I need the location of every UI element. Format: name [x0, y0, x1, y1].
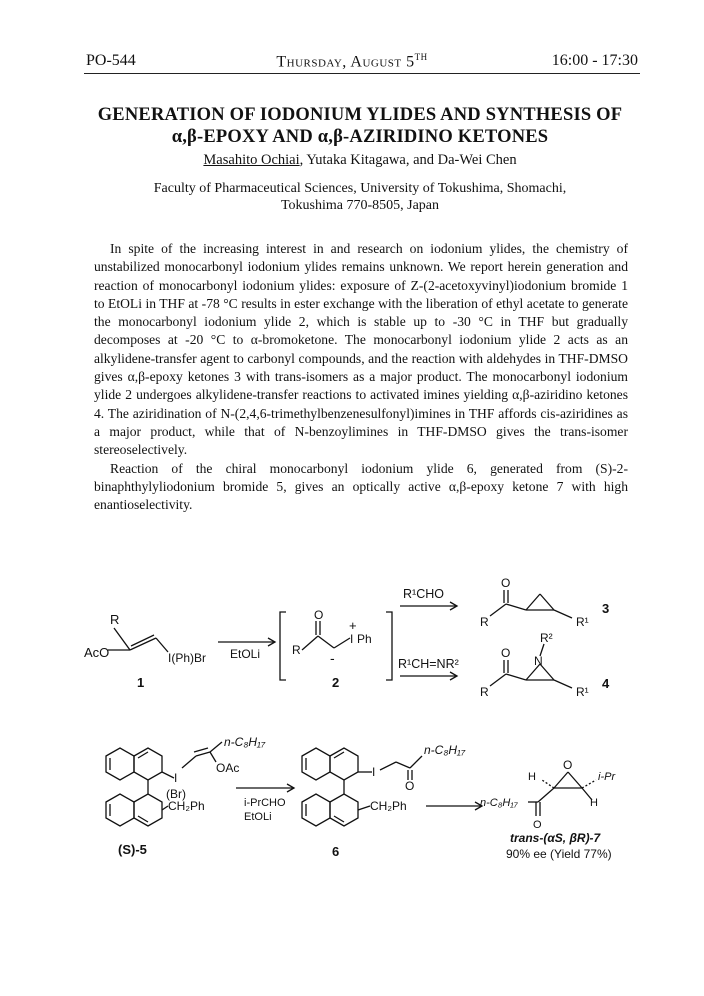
compound-5-number: (S)-5: [118, 842, 147, 857]
presenting-author: Masahito Ochiai: [203, 152, 300, 168]
arrow-to-epoxy-ketone: [426, 802, 482, 810]
affiliation: [110, 180, 610, 214]
paper-title: [80, 104, 640, 148]
abstract-paragraph-2: Reaction of the chiral monocarbonyl iodonium ylide 6, generated from (S)-2-binaphthylyliodonium bromide 5, gives an optically active α,β-epoxy ketone 7 with high enantioselectivity.: [94, 460, 628, 513]
compound-2-structure: [280, 608, 392, 690]
acetoxy-label: AcO: [84, 645, 110, 660]
compound-7-ee: 90% ee (Yield 77%): [506, 847, 612, 861]
ethoxide-reagent: EtOLi: [230, 647, 261, 661]
arrow-to-aziridine: [398, 657, 459, 680]
acetoxy-group: OAc: [216, 761, 240, 775]
affiliation-line-2: Tokushima 770-8505, Japan: [280, 198, 440, 213]
date-suffix: TH: [414, 52, 428, 62]
abstract-paragraph-1: In spite of the increasing interest in and research on iodonium ylides, the chemistry of unstabilized monocarbonyl iodonium ylides remains unknown. We report herein generation and reaction of monocarbonyl iodonium ylides: exposure of Z-(2-acetoxyvinyl)iodonium bromide 1 to EtOLi in THF at -78 °C results in ester exchange with the liberation of ethyl acetate to generate the monocarbonyl iodonium ylide 2, which is stable up to -30 °C in THF but gradually decomposes at -20 °C to α-bromoketone. The monocarbonyl iodonium ylide 2 acts as an alkylidene-transfer agent to carbonyl compounds, and the reaction with aldehydes in THF-DMSO gives α,β-epoxy ketones 3 with trans-isomers as a major product. The monocarbonyl iodonium ylide 2 undergoes alkylidene-transfer reactions to activated imines yielding α,β-aziridino ketones 4. The aziridination of N-(2,4,6-trimethylbenzenesulfonyl)imines in THF affords cis-aziridines as a major product, while that of N-benzoylimines in THF-DMSO gives the trans-isomer stereoselectively.: [94, 241, 628, 458]
compound-3-structure: [480, 576, 609, 629]
epoxide-r1: R¹: [576, 615, 589, 629]
compound-7-carbonyl-o: O: [533, 819, 542, 831]
compound-6-structure: [302, 743, 466, 859]
bromide-counterion: (Br): [166, 787, 186, 801]
beta-h: H: [590, 797, 598, 809]
compound-6-number: 6: [332, 844, 340, 859]
r-substituent: R: [110, 612, 120, 627]
epoxy-ketone-r: R: [480, 615, 489, 629]
octyl-chain: n-C₈H₁₇: [224, 735, 266, 749]
compound-7-structure: [480, 758, 616, 861]
benzyl-substituent: CH₂Ph: [168, 799, 205, 813]
aziridino-ketone-o: O: [501, 646, 511, 660]
arrow-to-chiral-ylide: [236, 784, 294, 823]
aziridine-r1: R¹: [576, 685, 589, 699]
abstract: [94, 240, 628, 514]
co-authors: , Yutaka Kitagawa, and Da-Wei Chen: [299, 152, 517, 168]
carbonyl-o-label: O: [314, 608, 324, 622]
phenyl-label: Ph: [357, 632, 372, 646]
compound-4-number: 4: [602, 676, 610, 691]
aziridine-r2: R²: [540, 631, 553, 645]
compound-6-octyl: n-C₈H₁₇: [424, 743, 466, 757]
isopropyl-group: i-Pr: [598, 771, 616, 783]
compound-6-benzyl: CH₂Ph: [370, 799, 407, 813]
epoxide-o: O: [563, 758, 573, 772]
compound-4-structure: [480, 631, 610, 699]
isobutyraldehyde-reagent: i-PrCHO: [244, 797, 286, 809]
arrow-to-ylide: [218, 638, 275, 661]
compound-1-structure: [84, 612, 206, 690]
arrow-to-epoxide: [400, 587, 457, 610]
iodonium-bromide-label: I(Ph)Br: [168, 651, 207, 665]
session-code: PO-544: [86, 52, 136, 69]
plus-charge: +: [349, 618, 357, 633]
alpha-h: H: [528, 771, 536, 783]
ylide-r-label: R: [292, 643, 301, 657]
iodine-label: I: [350, 632, 354, 646]
compound-3-number: 3: [602, 601, 610, 616]
aziridino-ketone-r: R: [480, 685, 489, 699]
compound-5-iodine: I: [174, 771, 178, 785]
compound-2-number: 2: [332, 675, 340, 690]
compound-1-number: 1: [137, 675, 145, 690]
imine-reagent: R¹CH=NR²: [398, 657, 459, 671]
epoxy-ketone-o: O: [501, 576, 511, 590]
affiliation-line-1: Faculty of Pharmaceutical Sciences, University of Tokushima, Shomachi,: [153, 181, 567, 196]
compound-6-iodine: I: [372, 765, 376, 779]
header-rule: [84, 73, 640, 74]
session-time: 16:00 - 17:30: [551, 52, 638, 69]
author-list: [80, 152, 640, 169]
reaction-scheme: [70, 566, 650, 876]
aldehyde-reagent: R¹CHO: [403, 587, 444, 601]
compound-7-octyl: n-C₈H₁₇: [480, 797, 518, 809]
compound-7-label: trans-(αS, βR)-7: [510, 831, 601, 845]
ethoxide-reagent-2: EtOLi: [244, 811, 272, 823]
minus-charge: -: [330, 650, 335, 666]
compound-5-structure: [106, 735, 266, 857]
title-line-2: α,β-EPOXY AND α,β-AZIRIDINO KETONES: [171, 127, 549, 147]
aziridine-n: N: [534, 654, 543, 668]
title-line-1: GENERATION OF IODONIUM YLIDES AND SYNTHESIS OF: [97, 105, 623, 125]
compound-6-carbonyl-o: O: [405, 779, 415, 793]
session-day: Thursday, August 5: [276, 53, 415, 71]
